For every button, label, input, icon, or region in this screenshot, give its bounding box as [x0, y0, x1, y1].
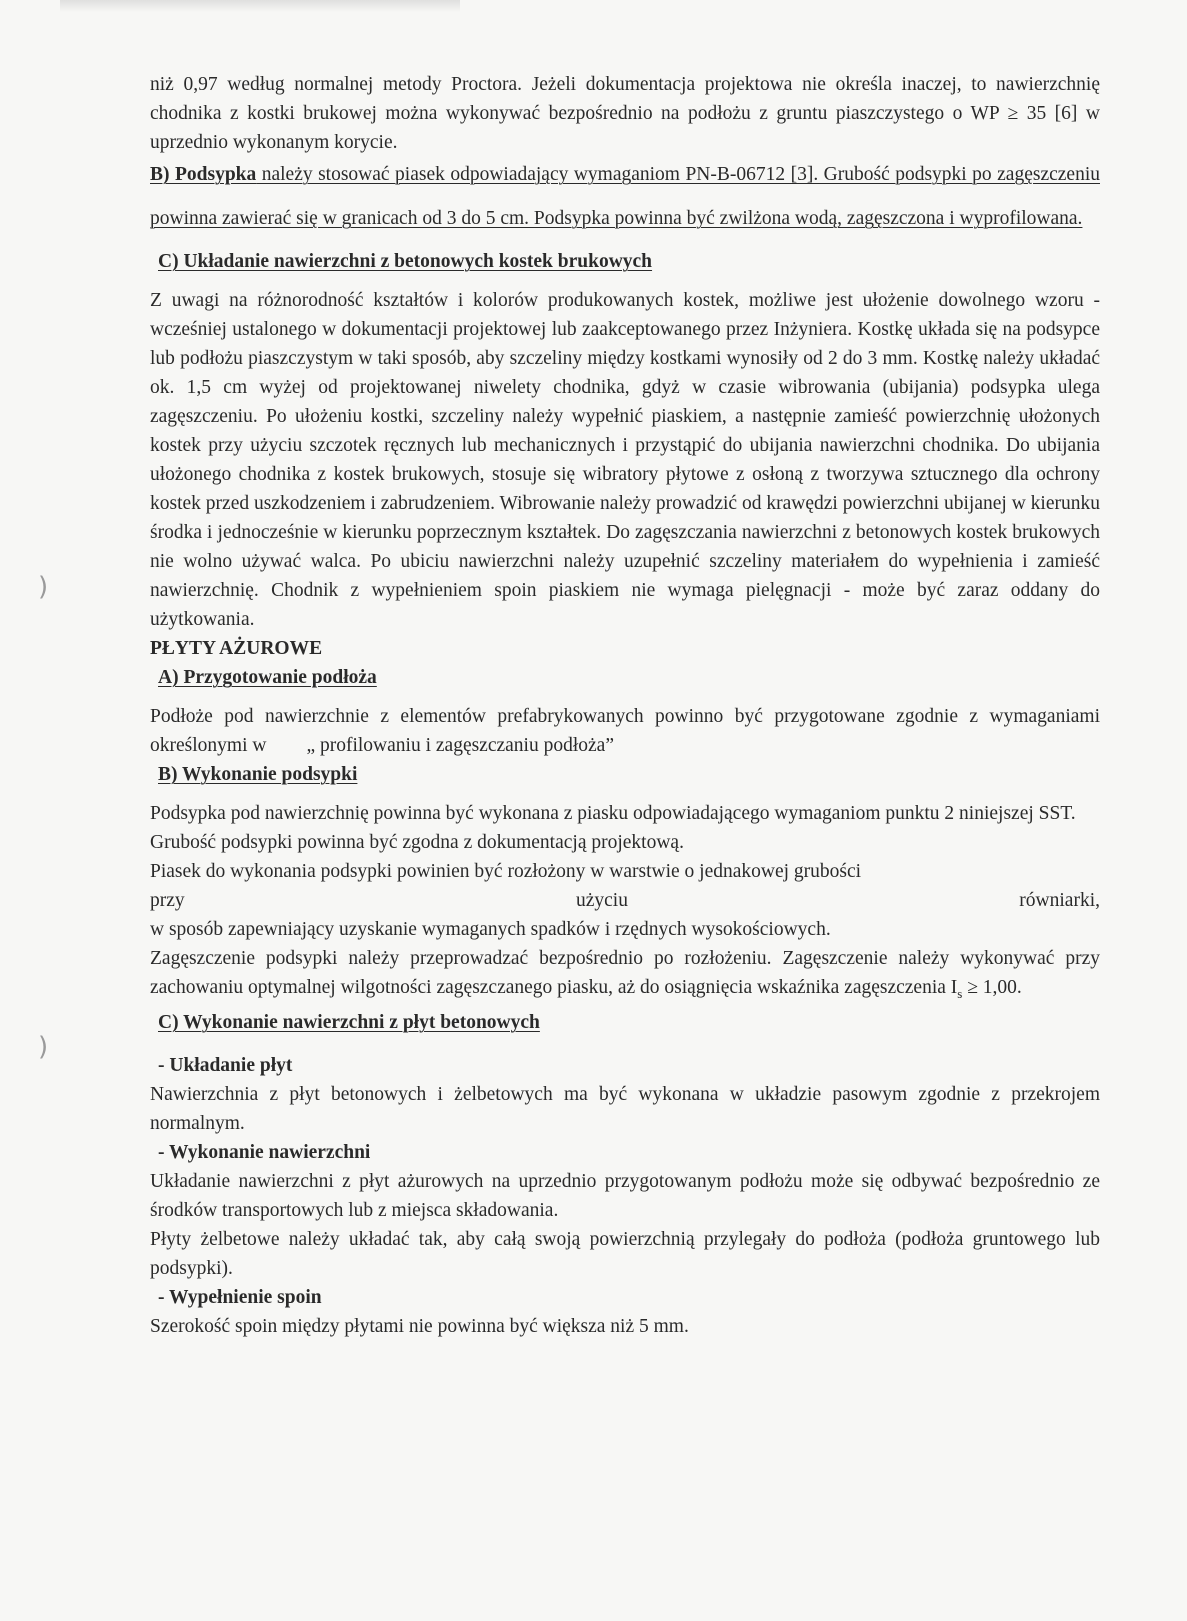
subscript-s: s: [957, 985, 963, 1001]
plyty-section-b-text-5: [150, 944, 1100, 1008]
section-c-text: Z uwagi na różnorodność kształtów i kolorów produkowanych kostek, możliwe jest ułożenie dowolnego wzoru - wcześniej ustalonego w dokumentacji projektowej lub zaakceptowanego przez Inżyniera. Kostkę układa się na podsypce lub podłożu piaszczystym w taki sposób, aby szczeliny między kostkami wynosiły od 2 do 3 mm. Kostkę należy układać ok. 1,5 cm wyżej od projektowanej niwelety chodnika, gdyż w czasie wibrowania (ubijania) podsypka ulega zagęszczeniu. Po ułożeniu kostki, szczeliny należy wypełnić piaskiem, a następnie zamieść powierzchnię ułożonych kostek przy użyciu szczotek ręcznych lub mechanicznych i przystąpić do ubijania nawierzchni chodnika. Do ubijania ułożonego chodnika z kostek brukowych, stosuje się wibratory płytowe z osłoną z tworzywa sztucznego dla ochrony kostek przed uszkodzeniem i zabrudzeniem. Wibrowanie należy prowadzić od krawędzi powierzchni ubijanej w kierunku środka i jednocześnie w kierunku poprzecznym kształtek. Do zagęszczania nawierzchni z betonowych kostek brukowych nie wolno używać walca. Po ubiciu nawierzchni należy uzupełnić szczeliny materiałem do wypełnienia i zamieść nawierzchnię. Chodnik z wypełnieniem spoin piaskiem nie wymaga pielęgnacji - może być zaraz oddany do użytkowania.: [150, 290, 1100, 630]
section-b-text: należy stosować piasek odpowiadający wymaganiom PN-B-06712 [3]. Grubość podsypki po zagęszczeniu powinna zawierać się w granicach od 3 do 5 cm. Podsypka powinna być zwilżona wodą, zagęszczona i wyprofilowana.: [150, 164, 1100, 229]
word-rowniarki: równiarki,: [1019, 890, 1100, 911]
subsection-ukladanie-plyt-heading: - Układanie płyt: [158, 1054, 293, 1076]
punch-hole-mark: ): [38, 1032, 49, 1062]
subsection-wykonanie-nawierzchni-text-2: Płyty żelbetowe należy układać tak, aby całą swoją powierzchnią przylegały do podłoża (podłoża gruntowego lub podsypki).: [150, 1228, 1100, 1279]
subsection-wypelnienie-spoin-heading: - Wypełnienie spoin: [158, 1286, 322, 1308]
subsection-wykonanie-nawierzchni-heading: - Wykonanie nawierzchni: [158, 1141, 371, 1163]
word-uzyciu: użyciu: [575, 890, 628, 911]
scan-smudge: [60, 0, 460, 12]
plyty-section-b-spread-line: [150, 886, 1100, 915]
punch-hole-mark: ): [38, 572, 49, 602]
plyty-section-a-heading: A) Przygotowanie podłoża: [158, 667, 377, 688]
plyty-section-b-text-4: w sposób zapewniający uzyskanie wymaganych spadków i rzędnych wysokościowych.: [150, 919, 831, 940]
plyty-section-b-text-1: Podsypka pod nawierzchnię powinna być wykonana z piasku odpowiadającego wymaganiom punktu 2 niniejszej SST.: [150, 803, 1076, 824]
subsection-ukladanie-plyt-text: Nawierzchnia z płyt betonowych i żelbetowych ma być wykonana w układzie pasowym zgodnie z przekrojem normalnym.: [150, 1083, 1100, 1134]
plyty-section-b-text-5b: ≥ 1,00.: [962, 977, 1022, 998]
paragraph-intro: niż 0,97 według normalnej metody Proctora. Jeżeli dokumentacja projektowa nie określa inaczej, to nawierzchnię chodnika z kostki brukowej można wykonywać bezpośrednio na podłożu z gruntu piaszczystego o WP ≥ 35 [6] w uprzednio wykonanym korycie.: [150, 74, 1100, 153]
subsection-wykonanie-nawierzchni-text-1: Układanie nawierzchni z płyt ażurowych na uprzednio przygotowanym podłożu może się odbywać bezpośrednio ze środków transportowych lub z miejsca składowania.: [150, 1170, 1100, 1221]
section-b-podsypka: [150, 153, 1100, 241]
plyty-section-a-text: [150, 702, 1100, 760]
plyty-azurowe-heading: PŁYTY AŻUROWE: [150, 638, 323, 659]
word-przy: przy: [150, 890, 185, 911]
plyty-section-b-heading: B) Wykonanie podsypki: [158, 764, 358, 785]
plyty-section-b-text-3: Piasek do wykonania podsypki powinien być rozłożony w warstwie o jednakowej grubości: [150, 861, 862, 882]
plyty-section-a-text-1: Podłoże pod nawierzchnie z elementów prefabrykowanych powinno być przygotowane zgodnie z wymaganiami określonymi w: [150, 706, 1100, 756]
plyty-section-c-heading: C) Wykonanie nawierzchni z płyt betonowych: [158, 1011, 540, 1033]
plyty-section-b-text-5a: Zagęszczenie podsypki należy przeprowadzać bezpośrednio po rozłożeniu. Zagęszczenie należy wykonywać przy zachowaniu optymalnej wilgotności zagęszczanego piasku, aż do osiągnięcia wskaźnika zagęszczenia I: [150, 948, 1100, 998]
section-b-heading: B) Podsypka: [150, 164, 257, 185]
document-page: [150, 70, 1100, 1341]
plyty-section-b-text-2: Grubość podsypki powinna być zgodna z dokumentacją projektową.: [150, 832, 684, 853]
plyty-section-a-text-2: „ profilowaniu i zagęszczaniu podłoża”: [306, 735, 614, 756]
section-c-heading: C) Układanie nawierzchni z betonowych kostek brukowych: [158, 251, 653, 272]
subsection-wypelnienie-spoin-text: Szerokość spoin między płytami nie powinna być większa niż 5 mm.: [150, 1315, 689, 1337]
